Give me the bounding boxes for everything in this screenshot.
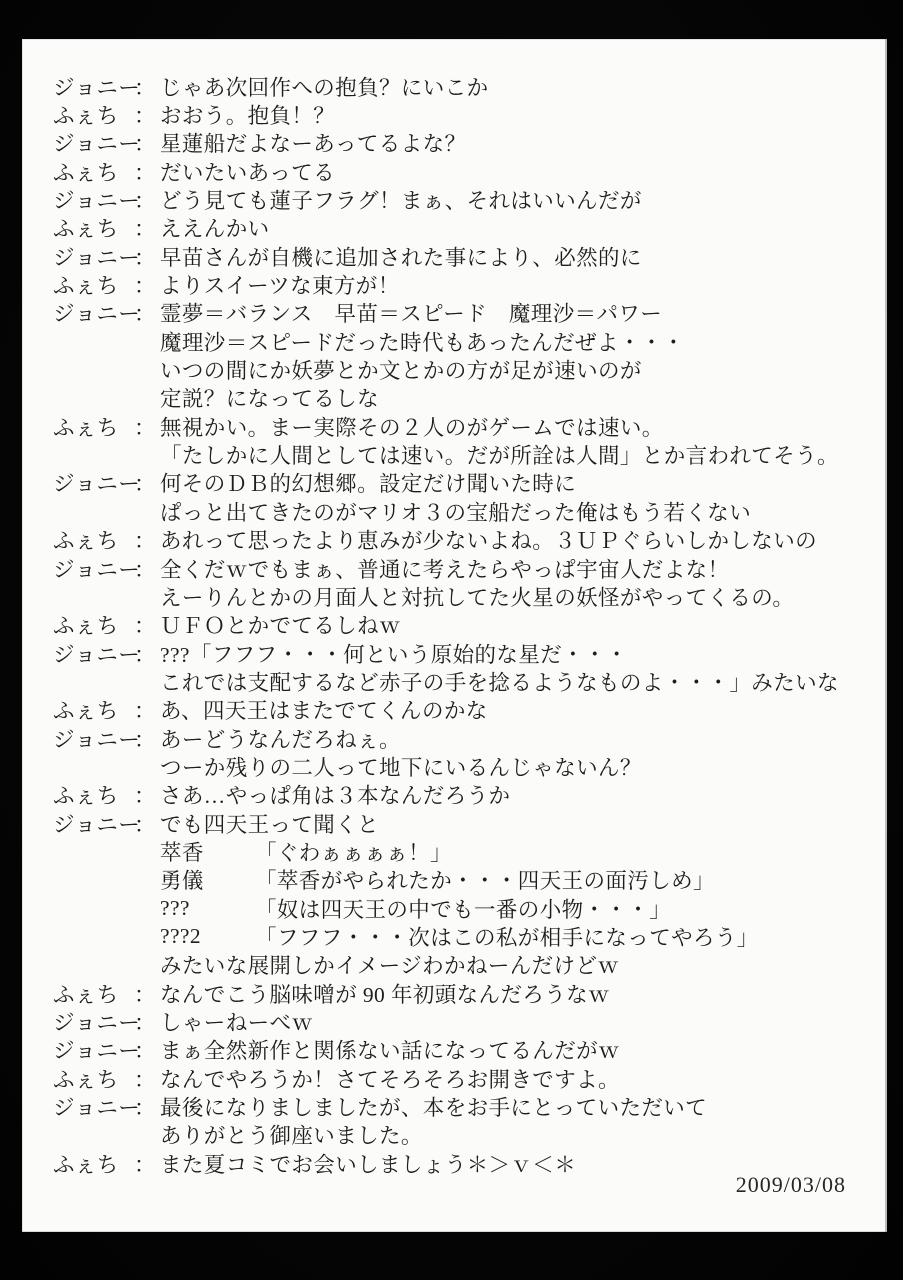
dialogue-line: [53, 270, 869, 298]
line-text: だいたいあってる: [160, 160, 335, 185]
line-text: また夏コミでお会いしましょう＊＞ｖ＜＊: [160, 1152, 577, 1177]
inner-speaker-name: 勇儀: [160, 869, 204, 894]
dialogue-line: [53, 554, 869, 582]
dialogue-line: [53, 1007, 869, 1035]
line-text: ???「フフフ・・・何という原始的な星だ・・・: [160, 642, 628, 667]
speaker-name: ふぇち: [53, 784, 119, 809]
line-text: おおう。抱負！？: [160, 104, 336, 129]
dialogue-line: [53, 129, 869, 157]
dialogue-line: [53, 214, 869, 242]
line-text: よりスイーツな東方が！: [160, 274, 400, 299]
dialogue-line: [53, 922, 869, 950]
speaker-name: ふぇち: [53, 415, 119, 440]
dialogue-lines: [53, 72, 869, 1177]
dialogue-line: [53, 639, 869, 667]
line-text: 「ぐわぁぁぁぁ！」: [255, 840, 452, 865]
line-text: 霊夢＝バランス 早苗＝スピード 魔理沙＝パワー: [160, 302, 663, 327]
dialogue-line: [53, 185, 869, 213]
speaker-colon: ：: [134, 1067, 156, 1092]
line-text: つーか残りの二人って地下にいるんじゃないん？: [160, 755, 642, 780]
speaker-name: ジョニー: [53, 132, 141, 157]
line-text: これでは支配するなど赤子の手を捻るようなものよ・・・」みたいな: [160, 670, 839, 695]
dialogue-line: [53, 157, 869, 185]
speaker-name: ジョニー: [53, 557, 141, 582]
line-text: 「萃香がやられたか・・・四天王の面汚しめ」: [255, 869, 715, 894]
speaker-colon: ：: [134, 245, 156, 270]
dialogue-line: [53, 497, 869, 525]
dialogue-line: [53, 440, 869, 468]
line-text: ぱっと出てきたのがマリオ３の宝船だった俺はもう若くない: [160, 500, 752, 525]
line-text: 何そのＤＢ的幻想郷。設定だけ聞いた時に: [160, 472, 577, 497]
line-text: 魔理沙＝スピードだった時代もあったんだぜよ・・・: [160, 330, 685, 355]
dialogue-line: [53, 72, 869, 100]
speaker-colon: ：: [134, 217, 156, 242]
line-text: 「フフフ・・・次はこの私が相手になってやろう」: [255, 925, 759, 950]
dialogue-line: [53, 781, 869, 809]
line-text: まぁ全然新作と関係ない話になってるんだがｗ: [160, 1039, 620, 1064]
speaker-colon: ：: [134, 132, 156, 157]
speaker-name: ジョニー: [53, 812, 141, 837]
line-text: しゃーねーべｗ: [160, 1011, 314, 1036]
line-text: でも四天王って聞くと: [160, 812, 380, 837]
line-text: みたいな展開しかイメージわかねーんだけどｗ: [160, 954, 620, 979]
dialogue-line: [53, 724, 869, 752]
dialogue-line: [53, 752, 869, 780]
inner-speaker-name: ???: [160, 895, 190, 920]
speaker-colon: ：: [134, 1039, 156, 1064]
speaker-name: ジョニー: [53, 302, 141, 327]
speaker-colon: ：: [134, 75, 156, 100]
speaker-colon: ：: [134, 784, 156, 809]
line-text: なんでやろうか！さてそろそろお開きですよ。: [160, 1067, 620, 1092]
line-text: 早苗さんが自機に追加された事により、必然的に: [160, 245, 642, 270]
speaker-colon: ：: [134, 614, 156, 639]
speaker-colon: ：: [134, 189, 156, 214]
dialogue-line: [53, 242, 869, 270]
line-text: 無視かい。まー実際その２人のがゲームでは速い。: [160, 415, 664, 440]
dialogue-line: [53, 412, 869, 440]
date: 2009/03/08: [735, 1172, 846, 1197]
line-text: 「奴は四天王の中でも一番の小物・・・」: [255, 897, 672, 922]
dialogue-line: [53, 526, 869, 554]
line-text: さあ…やっぱ角は３本なんだろうか: [160, 784, 511, 809]
speaker-colon: ：: [134, 1011, 156, 1036]
speaker-colon: ：: [134, 727, 156, 752]
speaker-colon: ：: [134, 557, 156, 582]
line-text: えーりんとかの月面人と対抗してた火星の妖怪がやってくるの。: [160, 585, 795, 610]
line-text: あーどうなんだろねぇ。: [160, 727, 401, 752]
line-text: ありがとう御座いました。: [160, 1124, 423, 1149]
speaker-colon: ：: [134, 699, 156, 724]
line-text: 最後になりましましたが、本をお手にとっていただいて: [160, 1096, 708, 1121]
speaker-name: ジョニー: [53, 727, 141, 752]
speaker-name: ジョニー: [53, 1011, 141, 1036]
speaker-colon: ：: [134, 274, 156, 299]
dialogue-line: [53, 100, 869, 128]
line-text: あれって思ったより恵みが少ないよね。３ＵＰぐらいしかしないの: [160, 529, 818, 554]
speaker-name: ふぇち: [53, 104, 119, 129]
speaker-colon: ：: [134, 472, 156, 497]
speaker-name: ふぇち: [53, 1067, 119, 1092]
line-text: 全くだｗでもまぁ、普通に考えたらやっぱ宇宙人だよな！: [160, 557, 730, 582]
line-text: じゃあ次回作への抱負？にいこか: [160, 75, 489, 100]
speaker-name: ジョニー: [53, 75, 141, 100]
speaker-name: ジョニー: [53, 1039, 141, 1064]
line-text: どう見ても蓮子フラグ！まぁ、それはいいんだが: [160, 189, 642, 214]
speaker-name: ふぇち: [53, 217, 119, 242]
speaker-colon: ：: [134, 529, 156, 554]
dialogue-line: [53, 809, 869, 837]
dialogue-line: [53, 1092, 869, 1120]
dialogue-line: [53, 696, 869, 724]
speaker-colon: ：: [134, 1152, 156, 1177]
inner-speaker-name: 萃香: [160, 840, 204, 865]
speaker-colon: ：: [134, 982, 156, 1007]
line-text: 星蓮船だよなーあってるよな？: [160, 132, 467, 157]
speaker-name: ジョニー: [53, 1096, 141, 1121]
dialogue-line: [53, 611, 869, 639]
line-text: ええんかい: [160, 217, 270, 242]
speaker-name: ふぇち: [53, 529, 119, 554]
dialogue-line: [53, 299, 869, 327]
dialogue-line: [53, 979, 869, 1007]
speaker-colon: ：: [134, 160, 156, 185]
dialogue-line: [53, 1121, 869, 1149]
speaker-colon: ：: [134, 415, 156, 440]
speaker-name: ふぇち: [53, 614, 119, 639]
inner-speaker-name: ???2: [160, 923, 201, 948]
line-text: いつの間にか妖夢とか文とかの方が足が速いのが: [160, 359, 642, 384]
speaker-colon: ：: [134, 812, 156, 837]
speaker-colon: ：: [134, 1096, 156, 1121]
speaker-colon: ：: [134, 642, 156, 667]
speaker-name: ジョニー: [53, 245, 141, 270]
line-text: 「たしかに人間としては速い。だが所詮は人間」とか言われてそう。: [160, 444, 839, 469]
speaker-name: ふぇち: [53, 1152, 119, 1177]
speaker-name: ふぇち: [53, 274, 119, 299]
speaker-name: ジョニー: [53, 642, 141, 667]
dialogue-line: [53, 327, 869, 355]
line-text: なんでこう脳味噌が 90 年初頭なんだろうなｗ: [160, 982, 610, 1007]
speaker-name: ジョニー: [53, 472, 141, 497]
speaker-name: ふぇち: [53, 982, 119, 1007]
dialogue-line: [53, 837, 869, 865]
dialogue-line: [53, 1036, 869, 1064]
speaker-name: ふぇち: [53, 699, 119, 724]
speaker-name: ジョニー: [53, 189, 141, 214]
page: [22, 39, 887, 1232]
dialogue-line: [53, 894, 869, 922]
speaker-colon: ：: [134, 302, 156, 327]
dialogue-line: [53, 469, 869, 497]
line-text: 定説？になってるしな: [160, 387, 380, 412]
dialogue-line: [53, 582, 869, 610]
speaker-colon: ：: [134, 104, 156, 129]
dialogue-line: [53, 384, 869, 412]
line-text: ＵＦＯとかでてるしねｗ: [160, 614, 401, 639]
dialogue-line: [53, 866, 869, 894]
dialogue-line: [53, 1064, 869, 1092]
dialogue-line: [53, 355, 869, 383]
line-text: あ、四天王はまたでてくんのかな: [160, 699, 488, 724]
dialogue-line: [53, 667, 869, 695]
speaker-name: ふぇち: [53, 160, 119, 185]
dialogue-line: [53, 951, 869, 979]
